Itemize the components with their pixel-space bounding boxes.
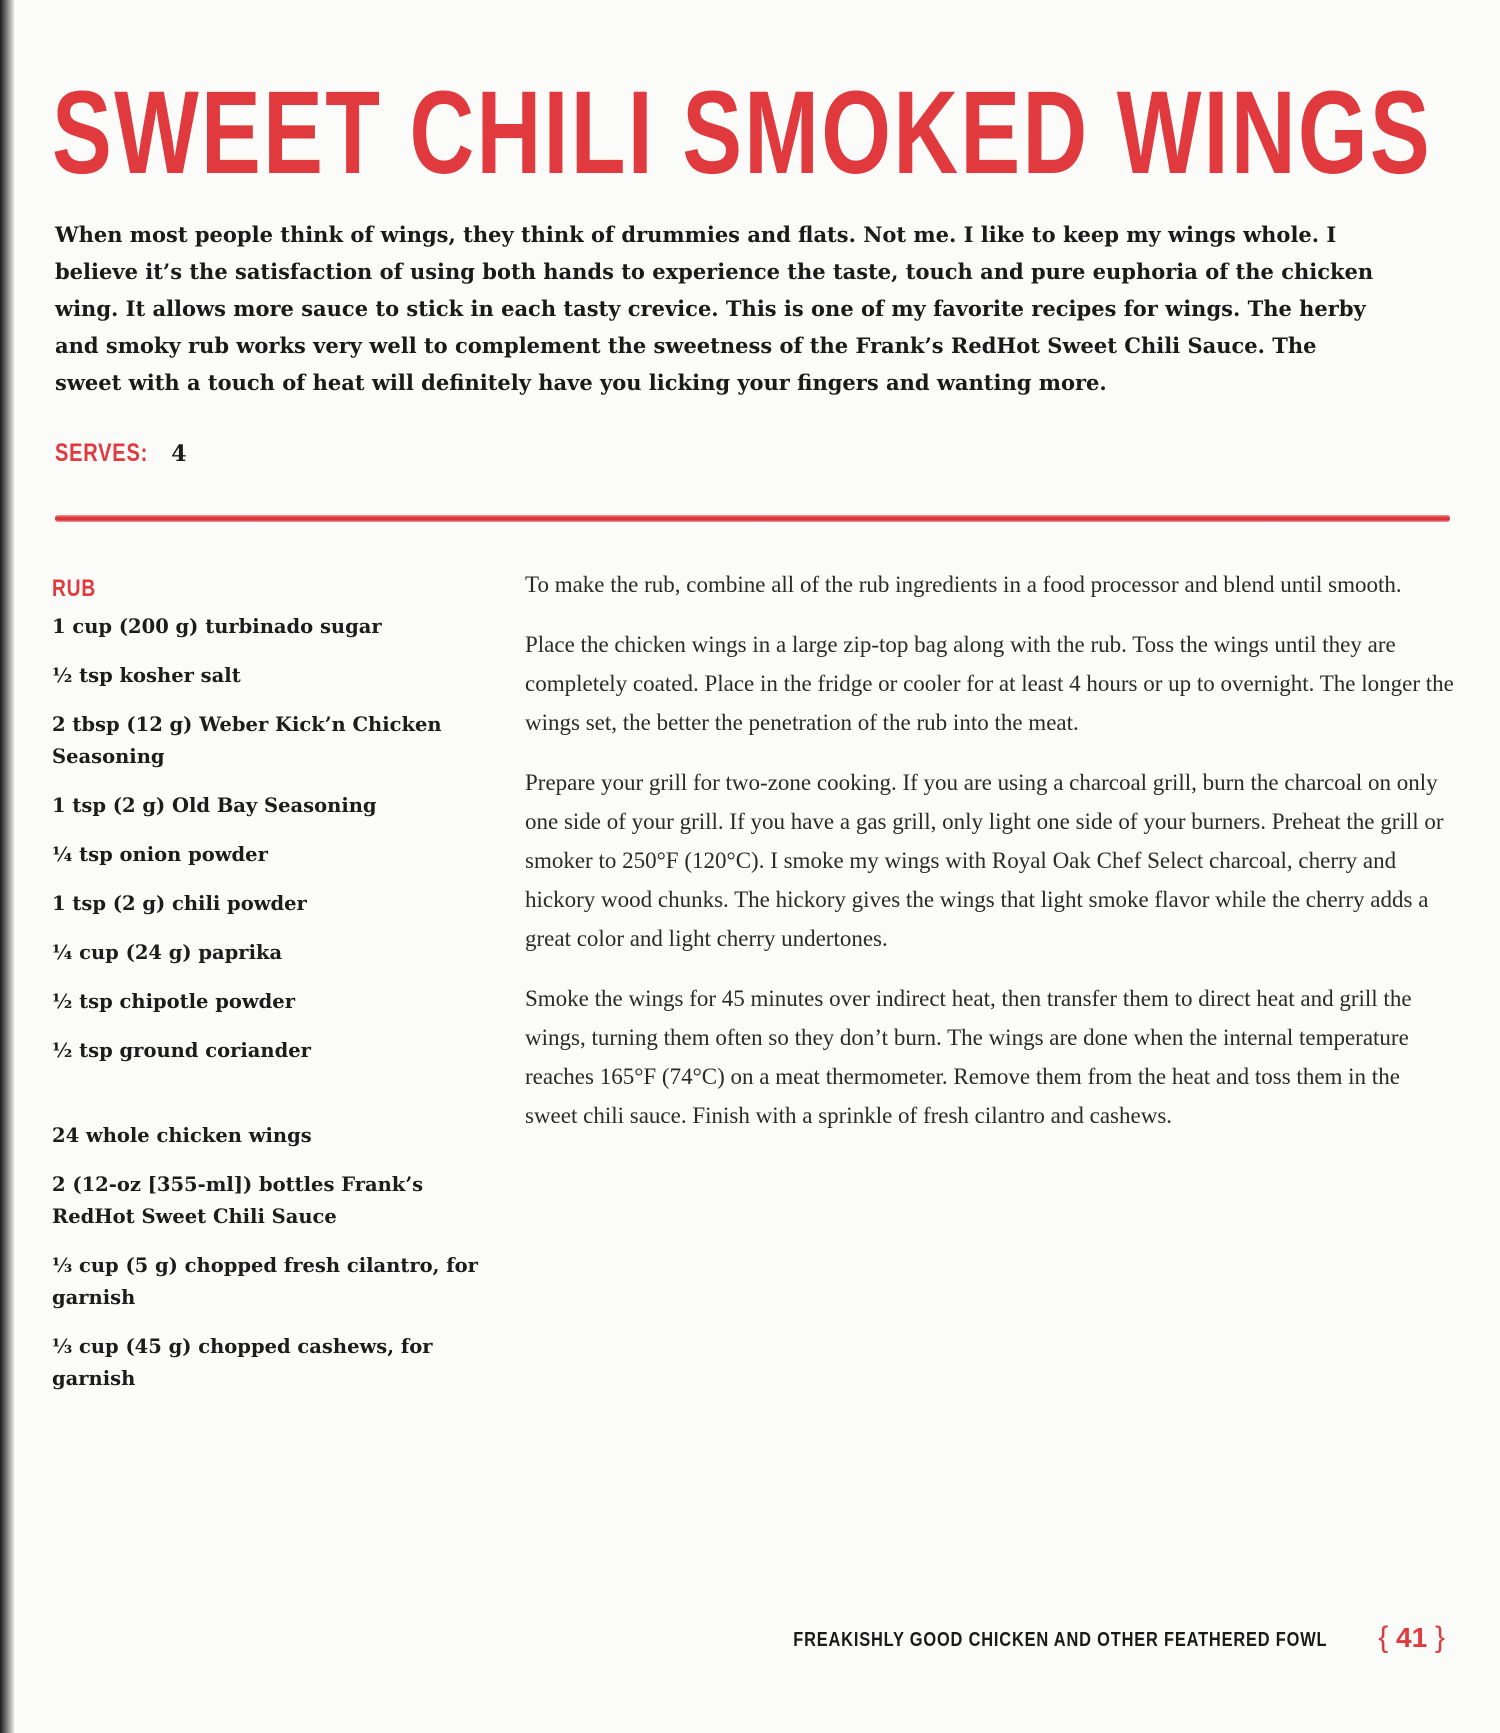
serves-value: 4 xyxy=(171,441,187,467)
method-step: To make the rub, combine all of the rub ingredients in a food processor and blend until smooth. xyxy=(525,572,1402,597)
chapter-title: FREAKISHLY GOOD CHICKEN AND OTHER FEATHERED FOWL xyxy=(792,1629,1327,1651)
book-spine-shadow xyxy=(0,0,14,1733)
serves-label: SERVES: xyxy=(55,439,149,467)
ingredient-item: ½ tsp chipotle powder xyxy=(52,990,295,1013)
method-step: Place the chicken wings in a large zip-top bag along with the rub. Toss the wings until they are completely coated. Place in the fridge or cooler for at least 4 hours or up to overnight. The longer the wings set, the better the penetration of the rub into the meat. xyxy=(525,632,1454,735)
rub-heading: RUB xyxy=(52,575,96,602)
section-divider xyxy=(55,515,1450,522)
page-number-value: 41 xyxy=(1396,1622,1428,1653)
ingredient-item: 1 tsp (2 g) chili powder xyxy=(52,892,307,915)
ingredient-item: 2 tbsp (12 g) Weber Kick’n Chicken Seasoning xyxy=(52,713,442,768)
ingredient-item: ¼ cup (24 g) paprika xyxy=(52,941,283,964)
page-number-brace-open: { xyxy=(1378,1621,1389,1654)
page-number xyxy=(1378,1621,1445,1655)
ingredient-item: ¼ tsp onion powder xyxy=(52,843,268,866)
ingredient-item: 2 (12-oz [355-ml]) bottles Frank’s RedHot Sweet Chili Sauce xyxy=(52,1173,424,1228)
method-step: Prepare your grill for two-zone cooking. If you are using a charcoal grill, burn the charcoal on only one side of your grill. If you have a gas grill, only light one side of your burners. Preheat the grill or smoker to 250°F (120°C). I smoke my wings with Royal Oak Chef Select charcoal, cherry and hickory wood chunks. The hickory gives the wings that light smoke flavor while the cherry adds a great color and light cherry undertones. xyxy=(525,770,1444,951)
method-step: Smoke the wings for 45 minutes over indirect heat, then transfer them to direct heat and grill the wings, turning them often so they don’t burn. The wings are done when the internal temperature reaches 165°F (74°C) on a meat thermometer. Remove them from the heat and toss them in the sweet chili sauce. Finish with a sprinkle of fresh cilantro and cashews. xyxy=(525,986,1412,1128)
ingredients-column xyxy=(52,575,492,1412)
rub-ingredient-list xyxy=(52,611,492,1067)
ingredient-item: 1 tsp (2 g) Old Bay Seasoning xyxy=(52,794,377,817)
ingredient-item: ½ tsp kosher salt xyxy=(52,664,241,687)
ingredient-item: 24 whole chicken wings xyxy=(52,1124,312,1147)
ingredient-group-spacer xyxy=(52,1084,492,1120)
recipe-title: SWEET CHILI SMOKED WINGS xyxy=(52,67,1433,199)
ingredient-item: 1 cup (200 g) turbinado sugar xyxy=(52,615,382,638)
main-ingredient-list xyxy=(52,1120,492,1395)
serves-line xyxy=(55,436,187,471)
recipe-intro: When most people think of wings, they think of drummies and flats. Not me. I like to keep my wings whole. I believe it’s the satisfaction of using both hands to experience the taste, touch and pure euphoria of the chicken wing. It allows more sauce to stick in each tasty crevice. This is one of my favorite recipes for wings. The herby and smoky rub works very well to complement the sweetness of the Frank’s RedHot Sweet Chili Sauce. The sweet with a touch of heat will definitely have you licking your fingers and wanting more. xyxy=(55,222,1374,395)
page-footer xyxy=(792,1621,1445,1661)
ingredient-item: ⅓ cup (45 g) chopped cashews, for garnish xyxy=(52,1335,433,1390)
ingredient-item: ½ tsp ground coriander xyxy=(52,1039,311,1062)
ingredient-item: ⅓ cup (5 g) chopped fresh cilantro, for garnish xyxy=(52,1254,478,1309)
page-number-brace-close: } xyxy=(1434,1621,1445,1654)
method-column xyxy=(525,565,1455,1156)
